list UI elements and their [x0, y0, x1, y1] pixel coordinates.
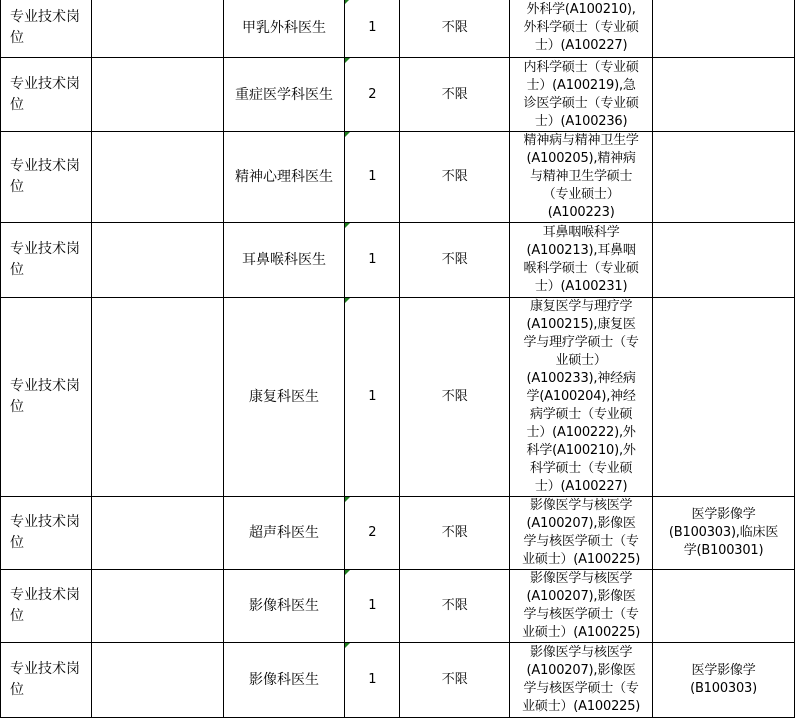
cell-bachelor [653, 58, 795, 132]
cell-name [223, 643, 345, 718]
cell-bachelor [653, 0, 795, 58]
cell-name [223, 0, 345, 58]
cell-education [400, 643, 510, 718]
major-text: 影像医学与核医学 (A100207),影像医 学与核医学硕士（专 业硕士）(A100225) [522, 498, 641, 567]
name-text: 影像科医生 [249, 672, 320, 688]
cell-bachelor [653, 643, 795, 718]
count-text: 1 [368, 20, 377, 35]
cell-dept [91, 132, 223, 223]
major-text: 精神病与精神卫生学 (A100205),精神病 与精神卫生学硕士 （专业硕士） (A100223) [523, 133, 639, 220]
cell-name [223, 58, 345, 132]
cell-education [400, 58, 510, 132]
cell-name [223, 570, 345, 643]
education-text: 不限 [441, 169, 468, 184]
cell-dept [91, 298, 223, 497]
table-row [1, 570, 795, 643]
type-text: 专业技术岗 位 [10, 661, 80, 698]
cell-name [223, 132, 345, 223]
education-text: 不限 [441, 389, 468, 404]
count-text: 2 [368, 86, 377, 102]
cell-count [345, 0, 400, 58]
education-text: 不限 [441, 525, 468, 540]
cell-type [1, 298, 92, 497]
cell-bachelor [653, 132, 795, 223]
cell-major [510, 298, 653, 497]
cell-count [345, 58, 400, 132]
name-text: 康复科医生 [249, 389, 320, 405]
table-row [1, 0, 795, 58]
error-indicator-icon [345, 223, 350, 228]
cell-count [345, 132, 400, 223]
cell-education [400, 298, 510, 497]
type-text: 专业技术岗 位 [10, 158, 80, 195]
education-text: 不限 [441, 20, 468, 35]
education-text: 不限 [441, 86, 468, 102]
name-text: 耳鼻喉科医生 [242, 252, 327, 268]
error-indicator-icon [345, 570, 350, 575]
cell-name [223, 223, 345, 298]
cell-bachelor [653, 298, 795, 497]
cell-major [510, 643, 653, 718]
education-text: 不限 [441, 672, 468, 687]
cell-name [223, 298, 345, 497]
type-text: 专业技术岗 位 [10, 9, 80, 46]
cell-type [1, 570, 92, 643]
cell-major [510, 0, 653, 58]
cell-count [345, 497, 400, 570]
cell-bachelor [653, 223, 795, 298]
cell-count [345, 223, 400, 298]
major-text: 耳鼻咽喉科学 (A100213),耳鼻咽 喉科学硕士（专业硕 士）(A100231) [523, 225, 639, 294]
cell-type [1, 58, 92, 132]
table-row [1, 643, 795, 718]
error-indicator-icon [345, 0, 350, 4]
table-row [1, 298, 795, 497]
bachelor-text: 医学影像学 (B100303),临床医 学(B100301) [668, 507, 779, 558]
table-row [1, 132, 795, 223]
error-indicator-icon [345, 132, 350, 137]
cell-major [510, 58, 653, 132]
major-text: 影像医学与核医学 (A100207),影像医 学与核医学硕士（专 业硕士）(A100225) [522, 645, 641, 714]
cell-dept [91, 223, 223, 298]
education-text: 不限 [441, 252, 468, 267]
cell-education [400, 497, 510, 570]
cell-dept [91, 643, 223, 718]
cell-education [400, 223, 510, 298]
major-text: 影像医学与核医学 (A100207),影像医 学与核医学硕士（专 业硕士）(A100225) [522, 571, 641, 640]
cell-dept [91, 570, 223, 643]
cell-type [1, 0, 92, 58]
type-text: 专业技术岗 位 [10, 241, 80, 278]
major-text: 康复医学与理疗学 (A100215),康复医 学与理疗学硕士（专 业硕士） (A100233),神经病 学(A100204),神经 病学硕士（专业硕 士）(A100222),外 科学(A100210),外 科学硕士（专业硕 士）(A100227) [523, 299, 639, 494]
major-text: 内科学硕士（专业硕 士）(A100219),急 诊医学硕士（专业硕 士）(A100236) [523, 59, 639, 129]
cell-education [400, 132, 510, 223]
table-row [1, 223, 795, 298]
name-text: 甲乳外科医生 [242, 20, 327, 36]
major-text: 外科学(A100210), 外科学硕士（专业硕 士）(A100227) [523, 2, 639, 53]
name-text: 影像科医生 [249, 598, 320, 614]
error-indicator-icon [345, 643, 350, 648]
error-indicator-icon [345, 497, 350, 502]
type-text: 专业技术岗 位 [10, 587, 80, 624]
cell-education [400, 570, 510, 643]
cell-education [400, 0, 510, 58]
cell-bachelor [653, 497, 795, 570]
job-table-body [1, 0, 795, 718]
type-text: 专业技术岗 位 [10, 514, 80, 551]
error-indicator-icon [345, 58, 350, 63]
cell-major [510, 132, 653, 223]
count-text: 1 [368, 672, 377, 687]
count-text: 1 [368, 252, 377, 267]
type-text: 专业技术岗 位 [10, 75, 80, 113]
cell-major [510, 223, 653, 298]
cell-dept [91, 58, 223, 132]
cell-count [345, 643, 400, 718]
error-indicator-icon [345, 298, 350, 303]
name-text: 重症医学科医生 [235, 86, 334, 103]
bachelor-text: 医学影像学 (B100303) [690, 663, 757, 696]
cell-count [345, 298, 400, 497]
cell-type [1, 132, 92, 223]
education-text: 不限 [441, 598, 468, 613]
cell-name [223, 497, 345, 570]
cell-count [345, 570, 400, 643]
cell-type [1, 497, 92, 570]
cell-major [510, 570, 653, 643]
cell-dept [91, 0, 223, 58]
count-text: 2 [368, 525, 377, 540]
name-text: 超声科医生 [249, 525, 320, 541]
type-text: 专业技术岗 位 [10, 378, 80, 415]
cell-major [510, 497, 653, 570]
table-row [1, 497, 795, 570]
cell-dept [91, 497, 223, 570]
cell-type [1, 643, 92, 718]
table-row [1, 58, 795, 132]
cell-type [1, 223, 92, 298]
name-text: 精神心理科医生 [235, 169, 334, 185]
cell-bachelor [653, 570, 795, 643]
count-text: 1 [368, 598, 377, 613]
count-text: 1 [368, 389, 377, 404]
count-text: 1 [368, 169, 377, 184]
